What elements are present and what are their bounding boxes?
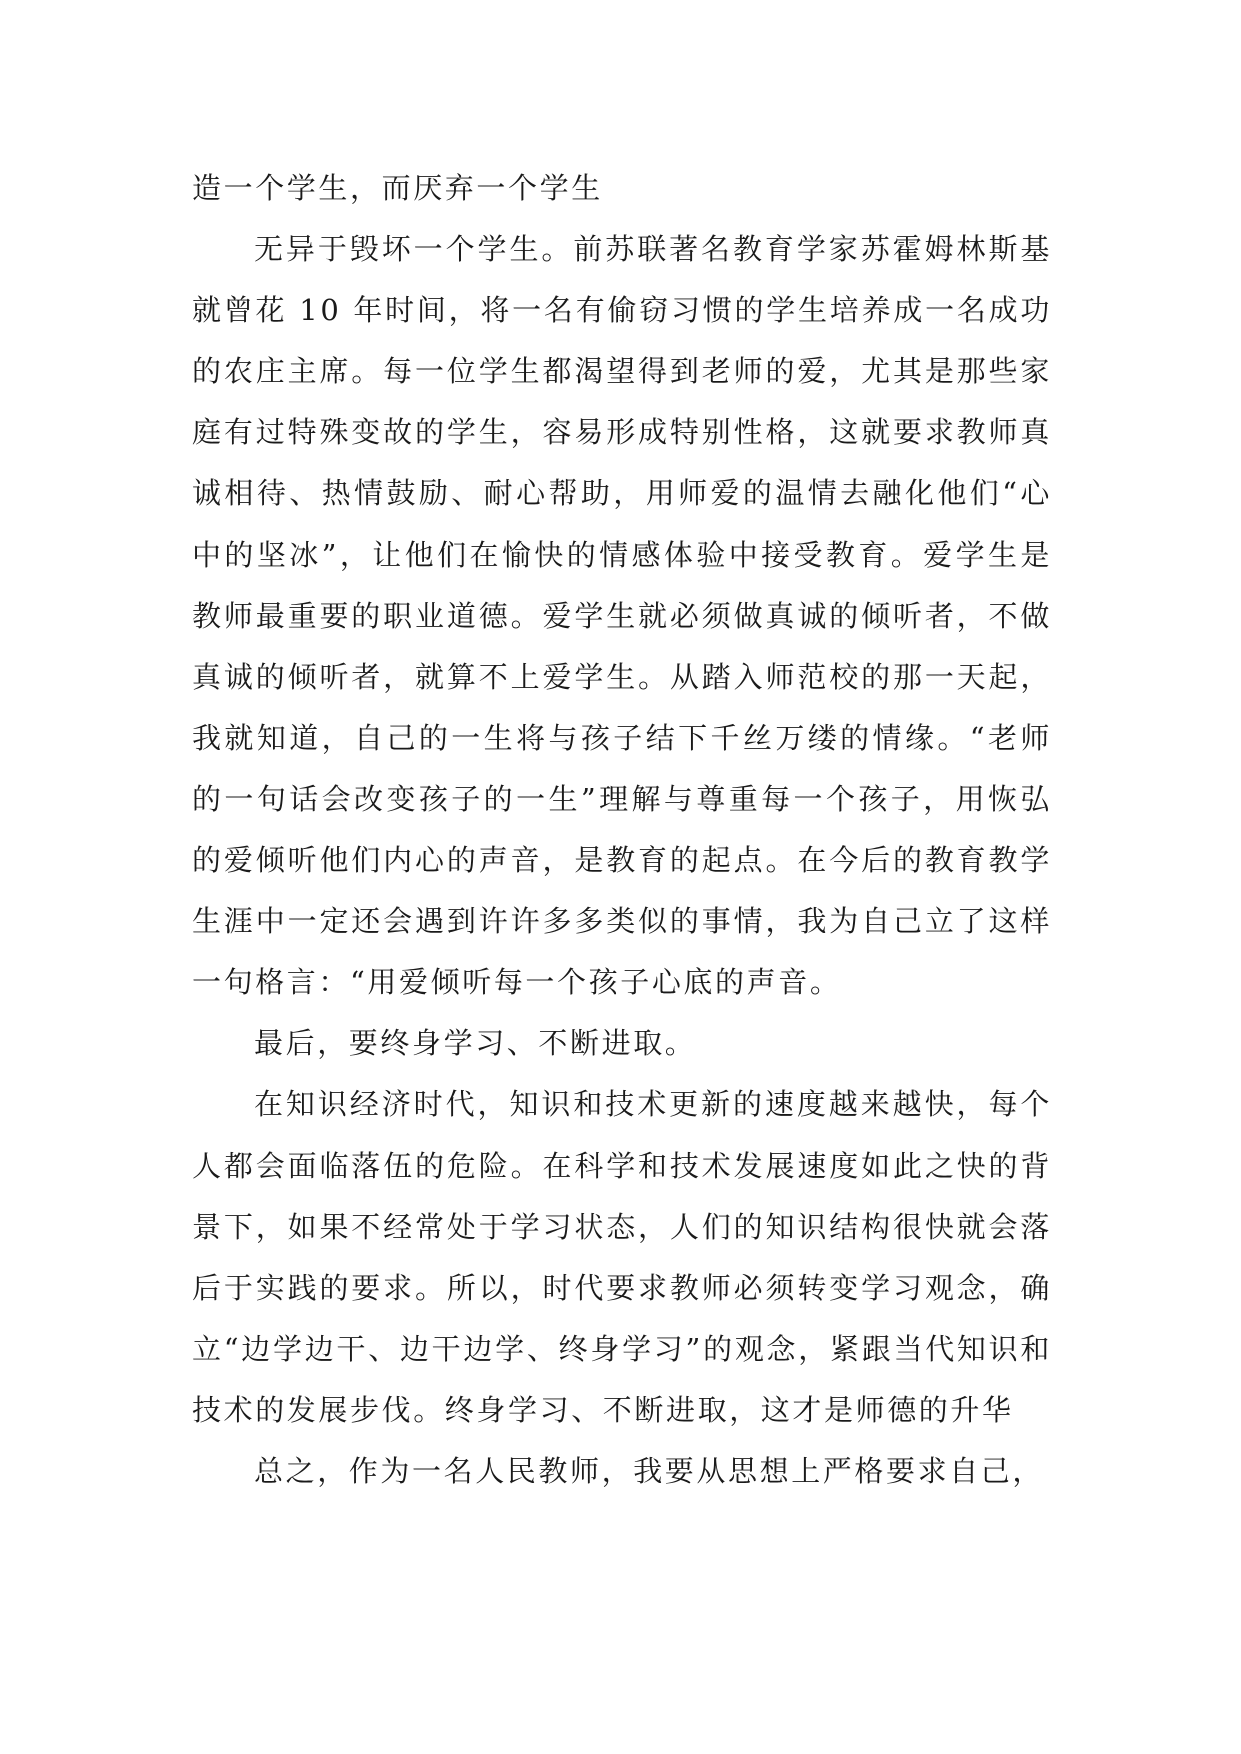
paragraph: 造一个学生，而厌弃一个学生 bbox=[192, 171, 603, 205]
paragraph: 无异于毁坏一个学生。前苏联著名教育学家苏霍姆林斯基就曾花 10 年时间，将一名有偷窃习惯的学生培养成一名成功的农庄主席。每一位学生都渴望得到老师的爱，尤其是那些家庭有过特殊变故的学生，容易形成特别性格，这就要求教师真诚相待、热情鼓励、耐心帮助，用师爱的温情去融化他们“心中的坚冰”，让他们在愉快的情感体验中接受教育。爱学生是教师最重要的职业道德。爱学生就必须做真诚的倾听者，不做真诚的倾听者，就算不上爱学生。从踏入师范校的那一天起，我就知道，自己的一生将与孩子结下千丝万缕的情缘。“老师的一句话会改变孩子的一生”理解与尊重每一个孩子，用恢弘的爱倾听他们内心的声音，是教育的起点。在今后的教育教学生涯中一定还会遇到许许多多类似的事情，我为自己立了这样一句格言：“用爱倾听每一个孩子心底的声音。 bbox=[192, 232, 1052, 1000]
document-body bbox=[192, 158, 1052, 1502]
paragraph: 在知识经济时代，知识和技术更新的速度越来越快，每个人都会面临落伍的危险。在科学和技术发展速度如此之快的背景下，如果不经常处于学习状态，人们的知识结构很快就会落后于实践的要求。所以，时代要求教师必须转变学习观念，确立“边学边干、边干边学、终身学习”的观念，紧跟当代知识和技术的发展步伐。终身学习、不断进取，这才是师德的升华 bbox=[192, 1087, 1052, 1427]
paragraph: 最后，要终身学习、不断进取。 bbox=[254, 1026, 697, 1061]
paragraph: 总之，作为一名人民教师，我要从思想上严格要求自己， bbox=[254, 1453, 1045, 1488]
